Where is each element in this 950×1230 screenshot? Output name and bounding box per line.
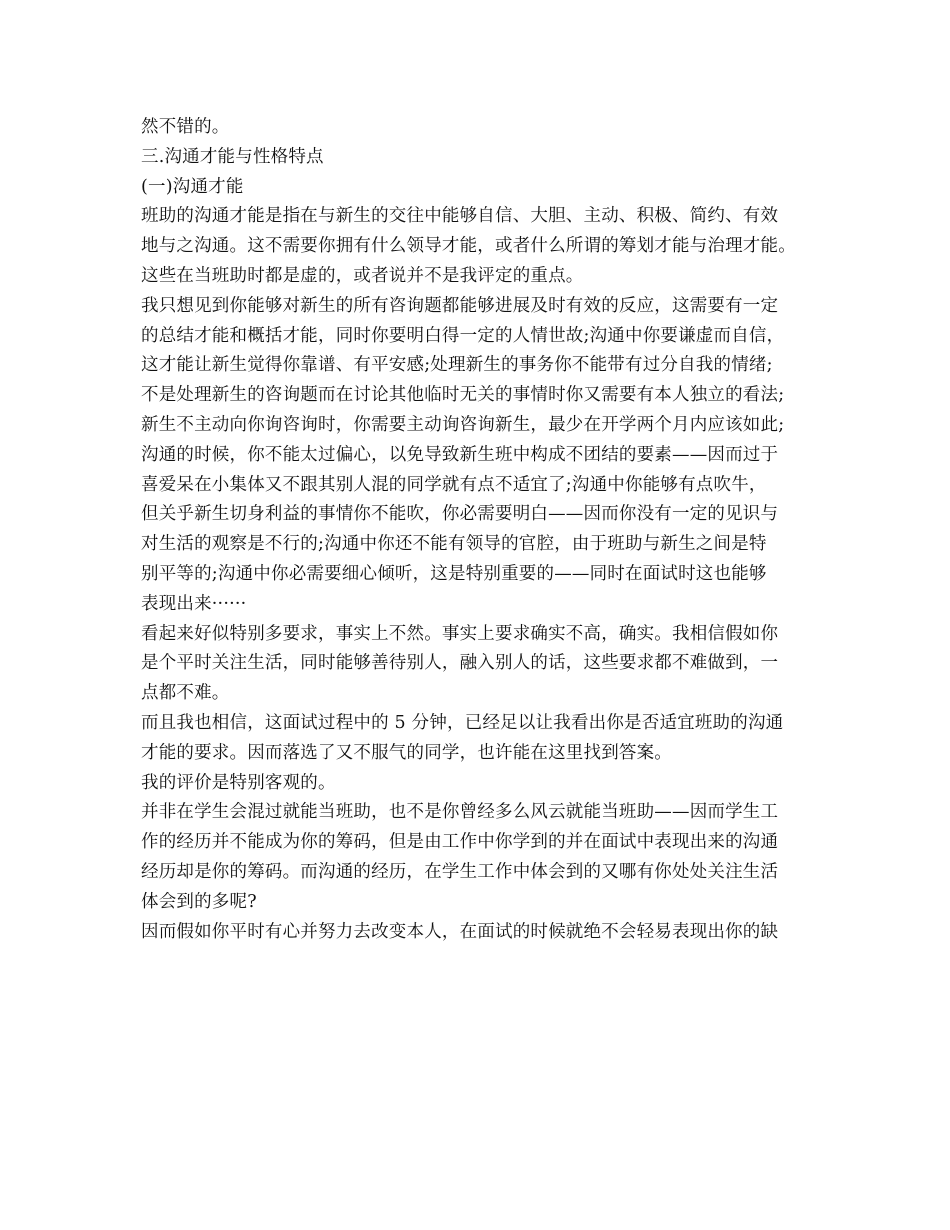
text-line: 体会到的多呢? [141, 891, 257, 912]
text-line: 看起来好似特别多要求，事实上不然。事实上要求确实不高，确实。我相信假如你 [141, 623, 779, 644]
text-line: 并非在学生会混过就能当班助，也不是你曾经多么风云就能当班助——因而学生工 [141, 802, 779, 823]
text-line: 因而假如你平时有心并努力去改变本人，在面试的时候就绝不会轻易表现出你的缺 [141, 921, 779, 942]
text-line: 而且我也相信，这面试过程中的 5 分钟，已经足以让我看出你是否适宜班助的沟通 [141, 712, 784, 733]
text-line: 对生活的观察是不行的;沟通中你还不能有领导的官腔，由于班助与新生之间是特 [141, 534, 767, 555]
section-heading: 三.沟通才能与性格特点 [141, 146, 324, 167]
text-line: 班助的沟通才能是指在与新生的交往中能够自信、大胆、主动、积极、简约、有效 [141, 206, 779, 227]
text-line: 才能的要求。因而落选了又不服气的同学，也许能在这里找到答案。 [141, 742, 672, 763]
text-line: 经历却是你的筹码。而沟通的经历，在学生工作中体会到的又哪有你处处关注生活 [141, 861, 779, 882]
text-line: 沟通的时候，你不能太过偏心，以免导致新生班中构成不团结的要素——因而过于 [141, 444, 779, 465]
text-line: 我只想见到你能够对新生的所有咨询题都能够进展及时有效的反应，这需要有一定 [141, 295, 779, 316]
text-line: 然不错的。 [141, 117, 230, 137]
text-line: 这些在当班助时都是虚的，或者说并不是我评定的重点。 [141, 265, 584, 286]
text-line: 作的经历并不能成为你的筹码，但是由工作中你学到的并在面试中表现出来的沟通 [141, 832, 779, 853]
text-line: 是个平时关注生活，同时能够善待别人，融入别人的话，这些要求都不难做到，一 [141, 653, 779, 674]
text-line: 的总结才能和概括才能，同时你要明白得一定的人情世故;沟通中你要谦虚而自信， [141, 325, 785, 346]
subsection-heading: (一)沟通才能 [141, 176, 244, 197]
text-line: 点都不难。 [141, 683, 230, 704]
text-line: 不是处理新生的咨询题而在讨论其他临时无关的事情时你又需要有本人独立的看法; [141, 385, 785, 406]
text-line: 表现出来······ [141, 593, 247, 614]
document-body [141, 113, 821, 947]
text-line: 喜爱呆在小集体又不跟其别人混的同学就有点不适宜了;沟通中你能够有点吹牛， [141, 474, 767, 495]
text-line: 新生不主动向你询咨询时，你需要主动询咨询新生，最少在开学两个月内应该如此; [141, 414, 785, 435]
text-line: 地与之沟通。这不需要你拥有什么领导才能，或者什么所谓的筹划才能与治理才能。 [141, 236, 796, 257]
text-line: 别平等的;沟通中你必需要细心倾听，这是特别重要的——同时在面试时这也能够 [141, 563, 767, 584]
text-line: 这才能让新生觉得你靠谱、有平安感;处理新生的事务你不能带有过分自我的情绪; [141, 355, 773, 376]
text-line: 我的评价是特别客观的。 [141, 772, 336, 793]
text-line: 但关乎新生切身利益的事情你不能吹，你必需要明白——因而你没有一定的见识与 [141, 504, 779, 525]
